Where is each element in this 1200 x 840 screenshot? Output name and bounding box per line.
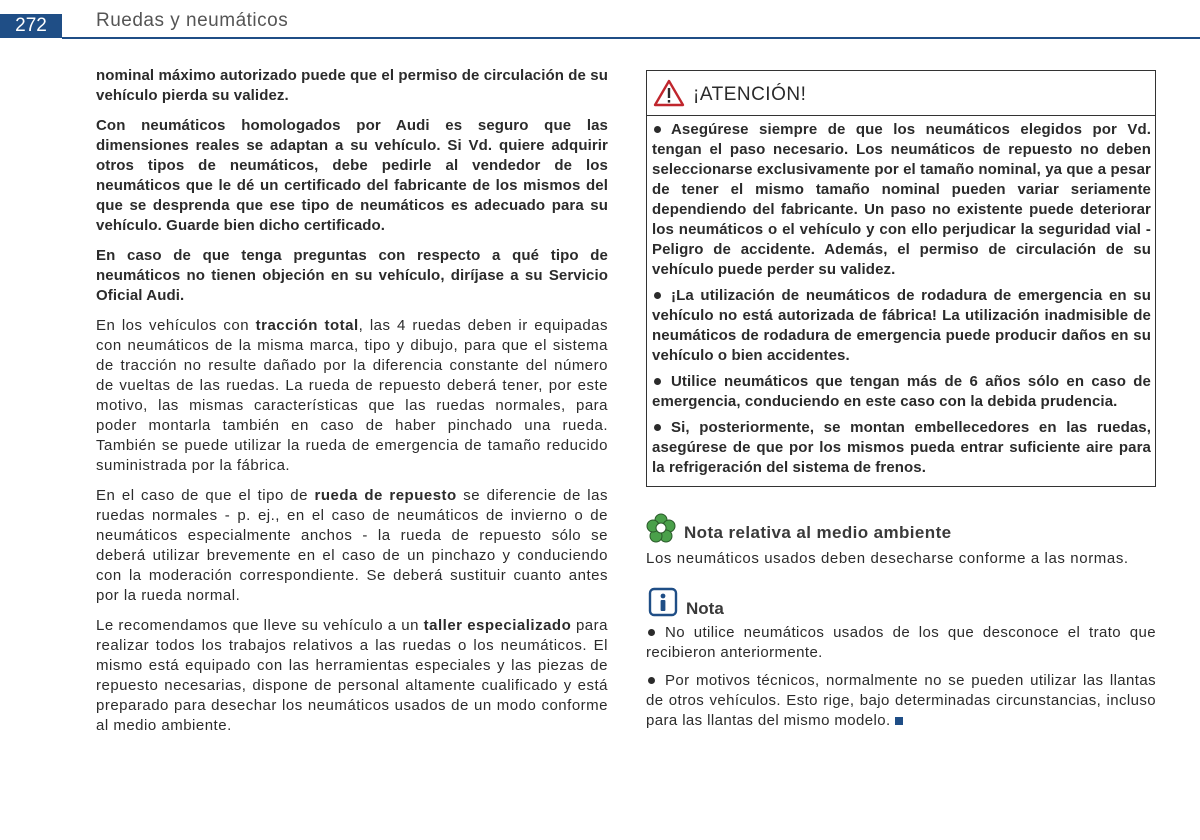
warning-triangle-icon (653, 79, 685, 107)
header-rule (62, 37, 1200, 39)
end-of-section-icon (895, 717, 903, 725)
warning-header (647, 71, 1155, 116)
bullet-icon (654, 126, 661, 133)
warning-title: ¡ATENCIÓN! (693, 84, 807, 105)
warning-body (647, 116, 1155, 486)
note-header (646, 587, 1156, 623)
paragraph-6: Le recomendamos que lleve su vehículo a un taller especializado para realizar todos los trabajos relativos a las ruedas o los neumáticos. El mismo está equipado con las herramientas especiales y las piezas de repuesto necesarias, dispone de personal altamente cualificado y está preparado para desechar los neumáticos usados de un modo conforme al medio ambiente. (96, 617, 608, 734)
term-traccion-total: tracción total (255, 317, 359, 334)
left-column (96, 66, 608, 746)
warning-item: Asegúrese siempre de que los neumáticos elegidos por Vd. tengan el paso necesario. Los neumáticos de repuesto no deben seleccionarse exclusivamente por el tamaño nominal, ya que a pesar de tener el mismo tamaño nominal pueden variar seriamente dependiendo del fabricante. Un paso no existente puede deteriorar los neumáticos o el vehículo y con ello perjudicar la seguridad vial - Peligro de accidente. Además, el permiso de circulación de su vehículo puede perder su validez. (652, 121, 1151, 278)
info-icon (648, 587, 678, 617)
paragraph-5: En el caso de que el tipo de rueda de repuesto se diferencie de las ruedas normales - p. ej., en el caso de neumáticos de invierno o de neumáticos especialmente anchos - la rueda de repuesto sólo se deberá utilizar brevemente en el caso de un pinchazo y conduciendo con la moderación correspondiente. Se deberá sustituir cuanto antes por la rueda normal. (96, 487, 608, 604)
environment-text: Los neumáticos usados deben desecharse conforme a las normas. (646, 550, 1129, 567)
bullet-icon (654, 424, 661, 431)
note-title: Nota (686, 599, 724, 618)
term-rueda-repuesto: rueda de repuesto (314, 487, 457, 504)
page-header (0, 0, 1200, 40)
flower-eco-icon (646, 513, 676, 543)
note-item: Por motivos técnicos, normalmente no se pueden utilizar las llantas de otros vehículos. Esto rige, bajo determinadas circunstancias, incluso para las llantas del mismo modelo. (646, 672, 1156, 729)
right-column (646, 70, 1156, 739)
chapter-title: Ruedas y neumáticos (96, 10, 289, 31)
environment-title: Nota relativa al medio ambiente (684, 523, 952, 542)
page-number: 272 (0, 14, 62, 38)
environment-note (646, 513, 1156, 587)
paragraph-1: nominal máximo autorizado puede que el permiso de circulación de su vehículo pierda su validez. (96, 67, 608, 104)
term-taller: taller especializado (423, 617, 572, 634)
bullet-icon (648, 629, 655, 636)
bullet-icon (654, 378, 661, 385)
paragraph-4: En los vehículos con tracción total, las 4 ruedas deben ir equipadas con neumáticos de la misma marca, tipo y dibujo, para que el sistema de tracción no resulte dañado por la diferencia constante del número de vueltas de las ruedas. La rueda de repuesto deberá tener, por este motivo, las mismas características que las ruedas normales, para poder montarla también en caso de haber pinchado una rueda. También se puede utilizar la rueda de emergencia de tamaño reducido suministrada por la fábrica. (96, 317, 608, 474)
warning-box (646, 70, 1156, 487)
warning-item: Si, posteriormente, se montan embellecedores en las ruedas, asegúrese de que por los mismos pueda entrar suficiente aire para la refrigeración del sistema de frenos. (652, 419, 1151, 476)
paragraph-2: Con neumáticos homologados por Audi es seguro que las dimensiones reales se adaptan a su vehículo. Si Vd. quiere adquirir otros tipos de neumáticos, debe pedirle al vendedor de los neumáticos que le dé un certificado del fabricante de los mismos del que se desprenda que ese tipo de neumáticos es adecuado para su vehículo. Guarde bien dicho certificado. (96, 117, 608, 234)
warning-item: ¡La utilización de neumáticos de rodadura de emergencia en su vehículo no está autorizada de fábrica! La utilización inadmisible de neumáticos de rodadura de emergencia puede producir daños en su vehículo o bien accidentes. (652, 287, 1151, 364)
note-section (646, 587, 1156, 731)
warning-item: Utilice neumáticos que tengan más de 6 años sólo en caso de emergencia, conduciendo en este caso con la debida prudencia. (652, 373, 1151, 410)
bullet-icon (654, 292, 661, 299)
paragraph-3: En caso de que tenga preguntas con respecto a qué tipo de neumáticos no tienen objeción en su vehículo, diríjase a su Servicio Oficial Audi. (96, 247, 608, 304)
note-item: No utilice neumáticos usados de los que desconoce el trato que recibieron anteriormente. (646, 624, 1156, 661)
bullet-icon (648, 677, 655, 684)
